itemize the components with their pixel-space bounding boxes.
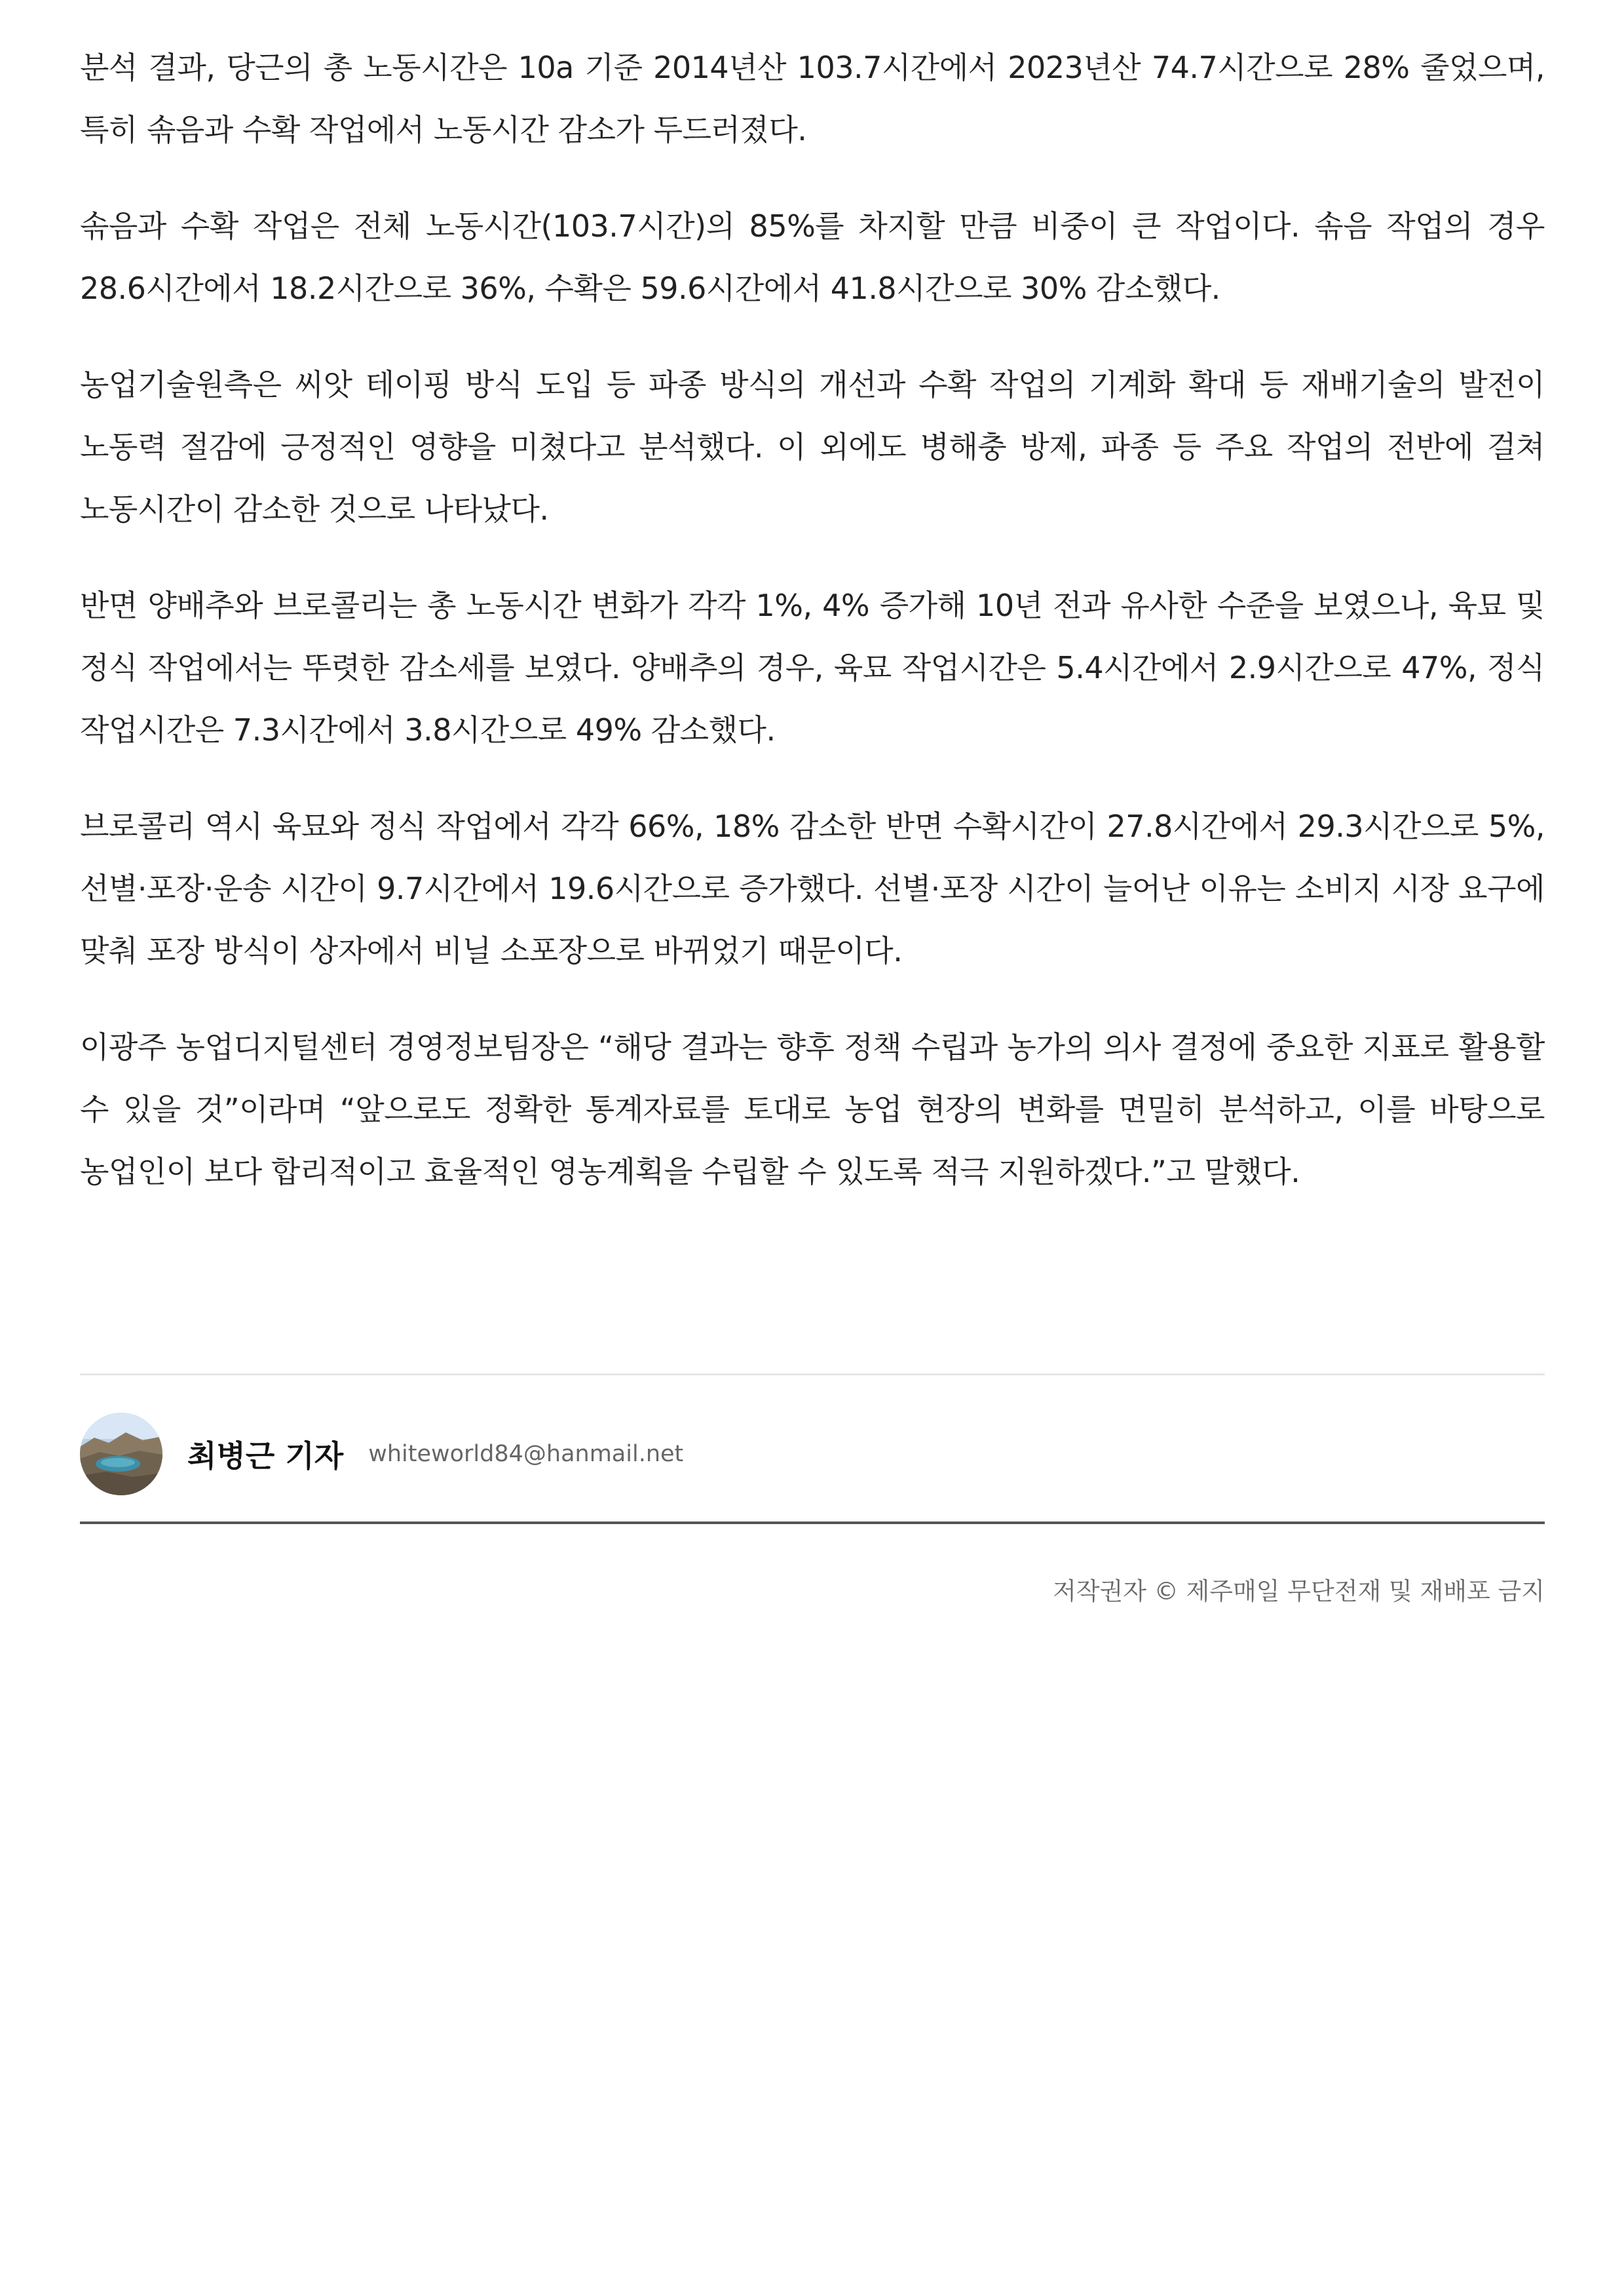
author-name: 최병근 기자 xyxy=(187,1438,344,1474)
article-paragraph-3: 농업기술원측은 씨앗 테이핑 방식 도입 등 파종 방식의 개선과 수확 작업의 기계화 확대 등 재배기술의 발전이 노동력 절감에 긍정적인 영향을 미쳤다고 분석했다. 이 외에도 병해충 방제, 파종 등 주요 작업의 전반에 걸쳐 노동시간이 감소한 것으로 나타났다. xyxy=(80,367,1545,527)
avatar-landscape-icon xyxy=(80,1413,162,1495)
article-paragraph-2: 솎음과 수확 작업은 전체 노동시간(103.7시간)의 85%를 차지할 만큼 비중이 큰 작업이다. 솎음 작업의 경우 28.6시간에서 18.2시간으로 36%, 수확은 59.6시간에서 41.8시간으로 30% 감소했다. xyxy=(80,208,1545,306)
author-divider-top xyxy=(80,1373,1545,1375)
article-paragraph-4: 반면 양배추와 브로콜리는 총 노동시간 변화가 각각 1%, 4% 증가해 10년 전과 유사한 수준을 보였으나, 육묘 및 정식 작업에서는 뚜렷한 감소세를 보였다. 양배추의 경우, 육묘 작업시간은 5.4시간에서 2.9시간으로 47%, 정식 작업시간은 7.3시간에서 3.8시간으로 49% 감소했다. xyxy=(80,588,1545,748)
author-box xyxy=(80,1411,1545,1497)
article-body xyxy=(80,37,1545,1237)
article-paragraph-1: 분석 결과, 당근의 총 노동시간은 10a 기준 2014년산 103.7시간에서 2023년산 74.7시간으로 28% 줄었으며, 특히 솎음과 수확 작업에서 노동시간 감소가 두드러졌다. xyxy=(80,50,1545,147)
avatar[interactable] xyxy=(80,1413,162,1495)
article-paragraph-6: 이광주 농업디지털센터 경영정보팀장은 “해당 결과는 향후 정책 수립과 농가의 의사 결정에 중요한 지표로 활용할 수 있을 것”이라며 “앞으로도 정확한 통계자료를 토대로 농업 현장의 변화를 면밀히 분석하고, 이를 바탕으로 농업인이 보다 합리적이고 효율적인 영농계획을 수립할 수 있도록 적극 지원하겠다.”고 말했다. xyxy=(80,1029,1545,1189)
author-divider-bottom xyxy=(80,1521,1545,1524)
author-email[interactable]: whiteworld84@hanmail.net xyxy=(368,1441,684,1467)
article-paragraph-5: 브로콜리 역시 육묘와 정식 작업에서 각각 66%, 18% 감소한 반면 수확시간이 27.8시간에서 29.3시간으로 5%, 선별·포장·운송 시간이 9.7시간에서 19.6시간으로 증가했다. 선별·포장 시간이 늘어난 이유는 소비지 시장 요구에 맞춰 포장 방식이 상자에서 비닐 소포장으로 바뀌었기 때문이다. xyxy=(80,809,1545,968)
copyright-notice: 저작권자 © 제주매일 무단전재 및 재배포 금지 xyxy=(1053,1577,1545,1605)
